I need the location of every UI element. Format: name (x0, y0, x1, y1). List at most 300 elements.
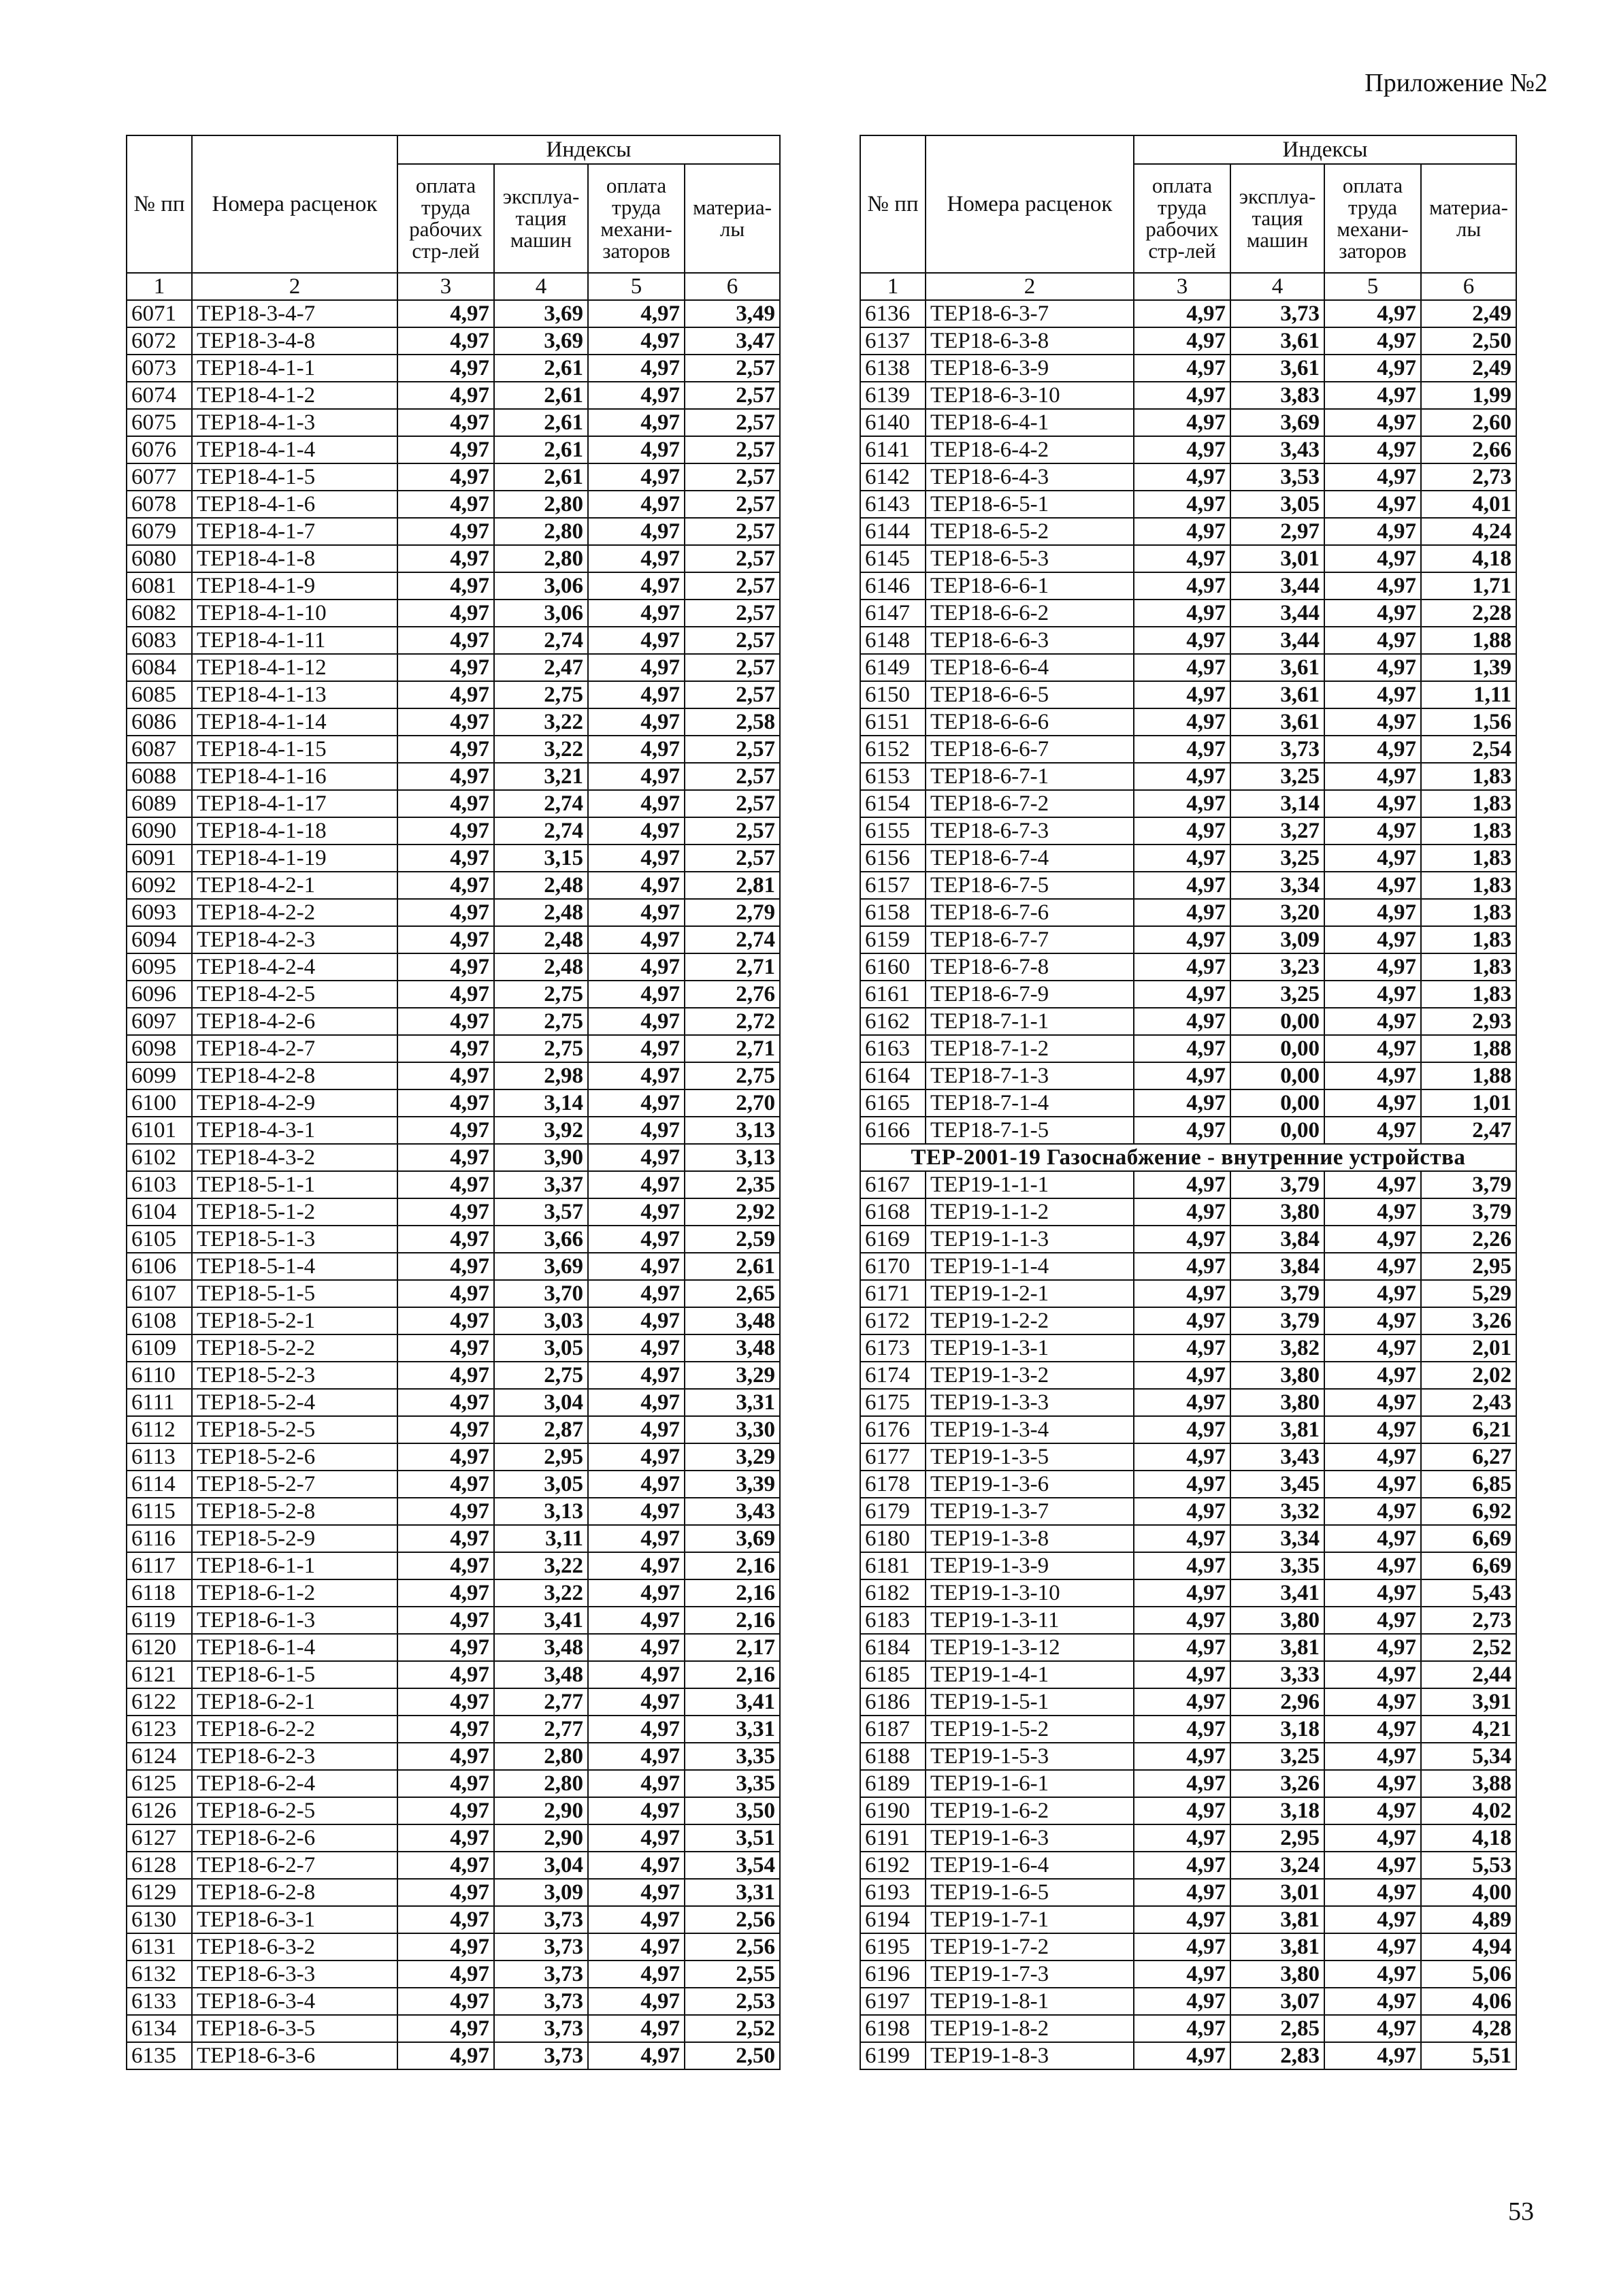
materials-index: 2,59 (685, 1226, 780, 1253)
row-number: 6162 (860, 1008, 926, 1035)
operators-index: 4,97 (1324, 1797, 1421, 1824)
labor-index: 4,97 (1134, 1117, 1230, 1144)
row-number: 6075 (127, 409, 192, 436)
rate-code: ТЕР18-6-3-7 (926, 300, 1134, 327)
labor-index: 4,97 (397, 1035, 494, 1062)
machines-index: 3,09 (1230, 926, 1324, 953)
row-number: 6100 (127, 1089, 192, 1117)
materials-index: 2,47 (1421, 1117, 1516, 1144)
row-number: 6135 (127, 2042, 192, 2069)
row-number: 6141 (860, 436, 926, 463)
row-number: 6099 (127, 1062, 192, 1089)
row-number: 6084 (127, 654, 192, 681)
operators-index: 4,97 (1324, 355, 1421, 382)
row-number: 6108 (127, 1307, 192, 1334)
materials-index: 1,88 (1421, 627, 1516, 654)
rate-code: ТЕР18-4-1-13 (192, 681, 397, 708)
rate-code: ТЕР19-1-3-4 (926, 1416, 1134, 1443)
machines-index: 3,73 (494, 2042, 588, 2069)
rate-code: ТЕР18-4-1-12 (192, 654, 397, 681)
machines-index: 3,73 (494, 1933, 588, 1961)
machines-index: 2,83 (1230, 2042, 1324, 2069)
row-number: 6156 (860, 844, 926, 872)
table-row (127, 545, 780, 572)
labor-index: 4,97 (397, 1362, 494, 1389)
operators-index: 4,97 (1324, 1443, 1421, 1471)
table-row (860, 1797, 1516, 1824)
rate-code: ТЕР19-1-3-6 (926, 1471, 1134, 1498)
rate-code: ТЕР18-6-6-7 (926, 736, 1134, 763)
rate-code: ТЕР18-4-2-5 (192, 981, 397, 1008)
row-number: 6149 (860, 654, 926, 681)
index-table-right (860, 135, 1517, 2070)
rate-code: ТЕР18-4-2-9 (192, 1089, 397, 1117)
labor-index: 4,97 (397, 1334, 494, 1362)
rate-code: ТЕР18-4-1-15 (192, 736, 397, 763)
table-row (860, 1634, 1516, 1661)
machines-index: 2,61 (494, 355, 588, 382)
labor-index: 4,97 (1134, 1416, 1230, 1443)
labor-index: 4,97 (397, 817, 494, 844)
labor-index: 4,97 (1134, 899, 1230, 926)
labor-index: 4,97 (397, 1688, 494, 1716)
table-row (127, 763, 780, 790)
rate-code: ТЕР18-4-2-2 (192, 899, 397, 926)
table-row (127, 1171, 780, 1198)
table-row (127, 1389, 780, 1416)
materials-index: 2,71 (685, 1035, 780, 1062)
machines-index: 3,25 (1230, 763, 1324, 790)
materials-index: 4,18 (1421, 1824, 1516, 1852)
row-number: 6131 (127, 1933, 192, 1961)
rate-code: ТЕР18-6-6-1 (926, 572, 1134, 600)
rate-code: ТЕР18-6-6-3 (926, 627, 1134, 654)
row-number: 6120 (127, 1634, 192, 1661)
table-row (127, 1933, 780, 1961)
machines-index: 3,22 (494, 708, 588, 736)
rate-code: ТЕР18-5-1-4 (192, 1253, 397, 1280)
row-number: 6113 (127, 1443, 192, 1471)
row-number: 6086 (127, 708, 192, 736)
operators-index: 4,97 (588, 1933, 685, 1961)
rate-code: ТЕР18-6-6-4 (926, 654, 1134, 681)
rate-code: ТЕР19-1-1-4 (926, 1253, 1134, 1280)
colnum: 2 (926, 273, 1134, 300)
labor-index: 4,97 (1134, 1634, 1230, 1661)
row-number: 6118 (127, 1579, 192, 1607)
rate-code: ТЕР18-6-7-5 (926, 872, 1134, 899)
labor-index: 4,97 (397, 355, 494, 382)
machines-index: 2,74 (494, 790, 588, 817)
colnum: 1 (127, 273, 192, 300)
labor-index: 4,97 (397, 2015, 494, 2042)
table-row (860, 1607, 1516, 1634)
colnum: 5 (1324, 273, 1421, 300)
rate-code: ТЕР19-1-3-5 (926, 1443, 1134, 1471)
machines-index: 2,61 (494, 436, 588, 463)
row-number: 6192 (860, 1852, 926, 1879)
labor-index: 4,97 (1134, 518, 1230, 545)
materials-index: 2,57 (685, 736, 780, 763)
operators-index: 4,97 (1324, 1280, 1421, 1307)
machines-index: 3,25 (1230, 844, 1324, 872)
operators-index: 4,97 (1324, 327, 1421, 355)
materials-index: 3,51 (685, 1824, 780, 1852)
row-number: 6082 (127, 600, 192, 627)
labor-index: 4,97 (397, 790, 494, 817)
machines-index: 3,80 (1230, 1607, 1324, 1634)
labor-index: 4,97 (1134, 1498, 1230, 1525)
row-number: 6128 (127, 1852, 192, 1879)
rate-code: ТЕР18-6-1-2 (192, 1579, 397, 1607)
table-row (127, 1661, 780, 1688)
operators-index: 4,97 (1324, 708, 1421, 736)
operators-index: 4,97 (1324, 1661, 1421, 1688)
row-number: 6132 (127, 1961, 192, 1988)
operators-index: 4,97 (588, 1253, 685, 1280)
row-number: 6177 (860, 1443, 926, 1471)
materials-index: 6,27 (1421, 1443, 1516, 1471)
operators-index: 4,97 (1324, 681, 1421, 708)
machines-index: 0,00 (1230, 1089, 1324, 1117)
labor-index: 4,97 (397, 1226, 494, 1253)
materials-index: 2,57 (685, 763, 780, 790)
rate-code: ТЕР19-1-6-3 (926, 1824, 1134, 1852)
machines-index: 3,13 (494, 1498, 588, 1525)
labor-index: 4,97 (397, 1607, 494, 1634)
table-row (127, 1144, 780, 1171)
operators-index: 4,97 (588, 817, 685, 844)
row-number: 6102 (127, 1144, 192, 1171)
operators-index: 4,97 (588, 518, 685, 545)
row-number: 6101 (127, 1117, 192, 1144)
materials-index: 2,16 (685, 1607, 780, 1634)
machines-index: 0,00 (1230, 1008, 1324, 1035)
table-row (127, 1471, 780, 1498)
rate-code: ТЕР18-6-2-7 (192, 1852, 397, 1879)
machines-index: 3,79 (1230, 1307, 1324, 1334)
table-row (127, 708, 780, 736)
materials-index: 2,50 (1421, 327, 1516, 355)
rate-code: ТЕР18-5-2-6 (192, 1443, 397, 1471)
labor-index: 4,97 (1134, 1171, 1230, 1198)
operators-index: 4,97 (1324, 1933, 1421, 1961)
table-row (860, 600, 1516, 627)
table-row (127, 355, 780, 382)
table-row (127, 1062, 780, 1089)
operators-index: 4,97 (1324, 1334, 1421, 1362)
machines-index: 3,06 (494, 572, 588, 600)
labor-index: 4,97 (1134, 981, 1230, 1008)
table-row (127, 1253, 780, 1280)
rate-code: ТЕР18-3-4-7 (192, 300, 397, 327)
operators-index: 4,97 (1324, 1226, 1421, 1253)
row-number: 6172 (860, 1307, 926, 1334)
row-number: 6180 (860, 1525, 926, 1552)
labor-index: 4,97 (397, 1988, 494, 2015)
labor-index: 4,97 (1134, 763, 1230, 790)
labor-index: 4,97 (1134, 1688, 1230, 1716)
operators-index: 4,97 (1324, 1579, 1421, 1607)
materials-index: 2,02 (1421, 1362, 1516, 1389)
row-number: 6078 (127, 491, 192, 518)
operators-index: 4,97 (588, 1988, 685, 2015)
table-row (127, 1334, 780, 1362)
labor-index: 4,97 (1134, 1334, 1230, 1362)
operators-index: 4,97 (1324, 1416, 1421, 1443)
labor-index: 4,97 (397, 1498, 494, 1525)
table-row (860, 382, 1516, 409)
materials-index: 2,35 (685, 1171, 780, 1198)
operators-index: 4,97 (588, 736, 685, 763)
materials-index: 3,79 (1421, 1171, 1516, 1198)
materials-index: 3,54 (685, 1852, 780, 1879)
row-number: 6105 (127, 1226, 192, 1253)
row-number: 6095 (127, 953, 192, 981)
row-number: 6088 (127, 763, 192, 790)
operators-index: 4,97 (588, 1552, 685, 1579)
row-number: 6163 (860, 1035, 926, 1062)
row-number: 6089 (127, 790, 192, 817)
labor-index: 4,97 (397, 2042, 494, 2069)
machines-index: 3,23 (1230, 953, 1324, 981)
operators-index: 4,97 (588, 1171, 685, 1198)
row-number: 6165 (860, 1089, 926, 1117)
operators-index: 4,97 (1324, 817, 1421, 844)
row-number: 6114 (127, 1471, 192, 1498)
materials-index: 2,61 (685, 1253, 780, 1280)
materials-index: 2,56 (685, 1906, 780, 1933)
table-row (127, 681, 780, 708)
materials-index: 5,43 (1421, 1579, 1516, 1607)
materials-index: 3,47 (685, 327, 780, 355)
machines-index: 2,85 (1230, 2015, 1324, 2042)
rate-code: ТЕР18-6-3-6 (192, 2042, 397, 2069)
rate-code: ТЕР18-4-2-1 (192, 872, 397, 899)
rate-code: ТЕР18-6-6-6 (926, 708, 1134, 736)
labor-index: 4,97 (397, 1443, 494, 1471)
labor-index: 4,97 (1134, 654, 1230, 681)
rate-code: ТЕР19-1-8-1 (926, 1988, 1134, 2015)
materials-index: 3,35 (685, 1770, 780, 1797)
labor-index: 4,97 (397, 1906, 494, 1933)
operators-index: 4,97 (588, 1634, 685, 1661)
machines-index: 2,90 (494, 1797, 588, 1824)
materials-index: 1,71 (1421, 572, 1516, 600)
rate-code: ТЕР19-1-5-2 (926, 1716, 1134, 1743)
materials-index: 3,79 (1421, 1198, 1516, 1226)
table-row (860, 436, 1516, 463)
rate-code: ТЕР18-6-3-8 (926, 327, 1134, 355)
labor-index: 4,97 (1134, 1852, 1230, 1879)
row-number: 6146 (860, 572, 926, 600)
rate-code: ТЕР18-6-7-3 (926, 817, 1134, 844)
machines-index: 2,48 (494, 926, 588, 953)
row-number: 6153 (860, 763, 926, 790)
labor-index: 4,97 (397, 681, 494, 708)
labor-index: 4,97 (1134, 1579, 1230, 1607)
table-row (127, 654, 780, 681)
machines-index: 3,33 (1230, 1661, 1324, 1688)
rate-code: ТЕР18-6-1-4 (192, 1634, 397, 1661)
table-row (127, 327, 780, 355)
operators-index: 4,97 (588, 1198, 685, 1226)
machines-index: 3,26 (1230, 1770, 1324, 1797)
materials-index: 5,06 (1421, 1961, 1516, 1988)
rate-code: ТЕР18-4-3-2 (192, 1144, 397, 1171)
materials-index: 1,83 (1421, 953, 1516, 981)
machines-index: 2,95 (494, 1443, 588, 1471)
operators-index: 4,97 (1324, 1008, 1421, 1035)
row-number: 6129 (127, 1879, 192, 1906)
row-number: 6083 (127, 627, 192, 654)
operators-index: 4,97 (588, 300, 685, 327)
row-number: 6072 (127, 327, 192, 355)
row-number: 6074 (127, 382, 192, 409)
table-row (860, 1198, 1516, 1226)
rate-code: ТЕР18-4-1-1 (192, 355, 397, 382)
machines-index: 3,20 (1230, 899, 1324, 926)
row-number: 6091 (127, 844, 192, 872)
materials-index: 4,24 (1421, 518, 1516, 545)
rate-code: ТЕР18-4-1-11 (192, 627, 397, 654)
materials-index: 3,13 (685, 1144, 780, 1171)
materials-index: 2,95 (1421, 1253, 1516, 1280)
operators-index: 4,97 (1324, 1716, 1421, 1743)
operators-index: 4,97 (1324, 1961, 1421, 1988)
rate-code: ТЕР19-1-3-2 (926, 1362, 1134, 1389)
materials-index: 3,31 (685, 1879, 780, 1906)
operators-index: 4,97 (1324, 1743, 1421, 1770)
machines-index: 3,73 (494, 1988, 588, 2015)
machines-index: 3,04 (494, 1852, 588, 1879)
materials-index: 2,16 (685, 1661, 780, 1688)
machines-index: 3,92 (494, 1117, 588, 1144)
materials-index: 1,39 (1421, 654, 1516, 681)
table-row (127, 1634, 780, 1661)
rate-code: ТЕР18-6-7-9 (926, 981, 1134, 1008)
machines-index: 3,41 (494, 1607, 588, 1634)
machines-index: 3,80 (1230, 1362, 1324, 1389)
labor-index: 4,97 (397, 736, 494, 763)
operators-index: 4,97 (588, 1906, 685, 1933)
machines-index: 3,84 (1230, 1253, 1324, 1280)
materials-index: 2,52 (685, 2015, 780, 2042)
materials-index: 2,52 (1421, 1634, 1516, 1661)
labor-index: 4,97 (1134, 327, 1230, 355)
table-row (127, 572, 780, 600)
materials-index: 2,57 (685, 572, 780, 600)
table-row (860, 1171, 1516, 1198)
machines-index: 3,43 (1230, 1443, 1324, 1471)
table-row (127, 1226, 780, 1253)
table-body-left (127, 300, 780, 2069)
row-number: 6109 (127, 1334, 192, 1362)
header-code: Номера расценок (926, 135, 1134, 273)
table-row (127, 790, 780, 817)
rate-code: ТЕР19-1-5-3 (926, 1743, 1134, 1770)
table-row (860, 627, 1516, 654)
materials-index: 3,43 (685, 1498, 780, 1525)
rate-code: ТЕР18-5-2-2 (192, 1334, 397, 1362)
rate-code: ТЕР18-6-7-6 (926, 899, 1134, 926)
rate-code: ТЕР19-1-3-11 (926, 1607, 1134, 1634)
materials-index: 2,65 (685, 1280, 780, 1307)
table-row (127, 1117, 780, 1144)
materials-index: 2,55 (685, 1961, 780, 1988)
operators-index: 4,97 (1324, 300, 1421, 327)
operators-index: 4,97 (1324, 1906, 1421, 1933)
machines-index: 3,73 (494, 1961, 588, 1988)
materials-index: 2,53 (685, 1988, 780, 2015)
operators-index: 4,97 (588, 926, 685, 953)
row-number: 6173 (860, 1334, 926, 1362)
row-number: 6179 (860, 1498, 926, 1525)
row-number: 6127 (127, 1824, 192, 1852)
row-number: 6157 (860, 872, 926, 899)
row-number: 6080 (127, 545, 192, 572)
machines-index: 3,80 (1230, 1198, 1324, 1226)
materials-index: 6,21 (1421, 1416, 1516, 1443)
table-row (860, 654, 1516, 681)
operators-index: 4,97 (1324, 2042, 1421, 2069)
rate-code: ТЕР19-1-1-3 (926, 1226, 1134, 1253)
materials-index: 4,94 (1421, 1933, 1516, 1961)
operators-index: 4,97 (588, 1089, 685, 1117)
materials-index: 2,57 (685, 463, 780, 491)
machines-index: 3,27 (1230, 817, 1324, 844)
operators-index: 4,97 (588, 1525, 685, 1552)
operators-index: 4,97 (588, 1797, 685, 1824)
row-number: 6158 (860, 899, 926, 926)
labor-index: 4,97 (397, 1171, 494, 1198)
row-number: 6107 (127, 1280, 192, 1307)
header-operators: оплата труда механи-заторов (1324, 164, 1421, 273)
machines-index: 3,07 (1230, 1988, 1324, 2015)
rate-code: ТЕР18-4-1-2 (192, 382, 397, 409)
labor-index: 4,97 (1134, 1035, 1230, 1062)
materials-index: 6,85 (1421, 1471, 1516, 1498)
machines-index: 3,73 (494, 1906, 588, 1933)
rate-code: ТЕР19-1-8-3 (926, 2042, 1134, 2069)
rate-code: ТЕР18-6-4-2 (926, 436, 1134, 463)
operators-index: 4,97 (1324, 899, 1421, 926)
materials-index: 2,92 (685, 1198, 780, 1226)
machines-index: 3,01 (1230, 545, 1324, 572)
rate-code: ТЕР18-4-2-8 (192, 1062, 397, 1089)
operators-index: 4,97 (1324, 1035, 1421, 1062)
row-number: 6189 (860, 1770, 926, 1797)
materials-index: 2,57 (685, 491, 780, 518)
row-number: 6144 (860, 518, 926, 545)
row-number: 6198 (860, 2015, 926, 2042)
row-number: 6097 (127, 1008, 192, 1035)
table-row (127, 627, 780, 654)
machines-index: 0,00 (1230, 1035, 1324, 1062)
table-row (860, 1389, 1516, 1416)
operators-index: 4,97 (1324, 436, 1421, 463)
row-number: 6194 (860, 1906, 926, 1933)
operators-index: 4,97 (588, 953, 685, 981)
machines-index: 3,44 (1230, 627, 1324, 654)
materials-index: 3,69 (685, 1525, 780, 1552)
rate-code: ТЕР18-6-5-2 (926, 518, 1134, 545)
materials-index: 2,57 (685, 409, 780, 436)
operators-index: 4,97 (588, 1443, 685, 1471)
labor-index: 4,97 (397, 899, 494, 926)
rate-code: ТЕР18-6-2-1 (192, 1688, 397, 1716)
materials-index: 6,69 (1421, 1552, 1516, 1579)
